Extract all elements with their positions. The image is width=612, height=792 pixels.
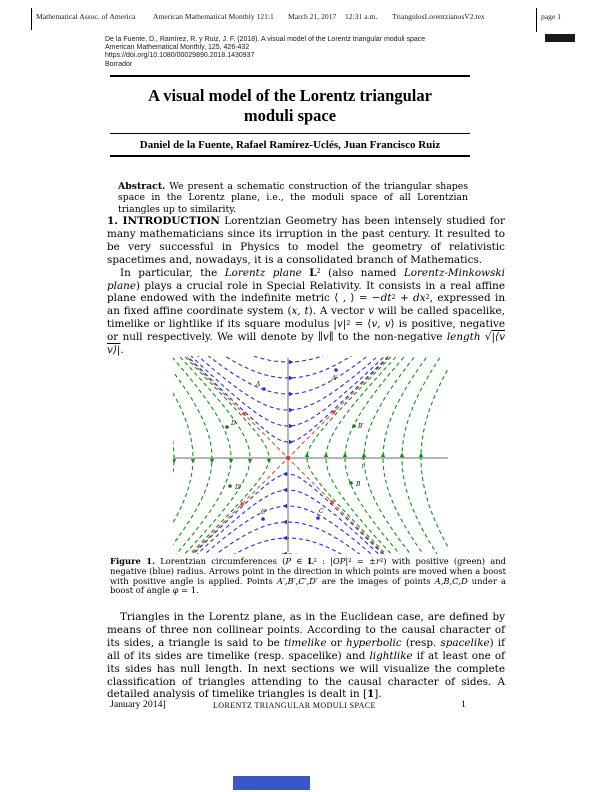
footer-date: January 2014]	[110, 699, 166, 710]
figure-1-canvas	[173, 356, 448, 554]
introduction-section	[107, 215, 505, 357]
header-page-label: page 1	[541, 12, 562, 21]
citation-block	[105, 36, 545, 69]
abstract: Abstract. We present a schematic construction of the triangular shapes space in the Lorentz plane, i.e., the moduli space of all Lorentzian triangles up to similarity.	[118, 181, 468, 215]
body-paragraph-3: Triangles in the Lorentz plane, as in the Euclidean case, are defined by means of three non collinear points. According to the causal character of its sides, a triangle is said to be timelike or hyperbolic (resp. spacelike) if all of its sides are timelike (resp. spacelike) and lightlike if at least one of its sides has null length. In next sections we will visualize the complete classification of triangles attending to the causal character of sides. A detailed analysis of timelike triangles is dealt in [1].	[107, 611, 505, 701]
intro-paragraph-2: In particular, the Lorentz plane $L^2$ (also named Lorentz-Minkowski plane) plays a crucial role in Special Relativity. It consists in a real affine plane endowed with the indefinite metric ⟨ , ⟩ = $-dt^2 + dx^2$, expressed in an fixed affine coordinate system (x, t). A vector v will be called spacelike, timelike or lightlike if its square modulus $|v|^2$ = ⟨v, v⟩ is positive, negative or null respectively. We will denote by ∥v∥ to the non-negative length √|⟨v v⟩|.	[107, 266, 506, 357]
svg-text:A′: A′	[332, 375, 338, 382]
svg-text:C: C	[319, 508, 324, 515]
paper-title	[110, 86, 470, 126]
svg-text:D′: D′	[235, 484, 242, 491]
title-rule-top	[110, 75, 470, 77]
header-crop-mark-left	[31, 8, 32, 30]
header-time: 12:31 a.m.	[345, 12, 378, 21]
paper-title-line-1: A visual model of the Lorentz triangular	[148, 86, 432, 105]
header-journal: American Mathematical Monthly 121:1	[153, 12, 274, 21]
svg-text:A: A	[256, 381, 261, 388]
header-crop-mark-right	[536, 8, 537, 32]
footer-running-head: LORENTZ TRIANGULAR MODULI SPACE	[213, 701, 376, 710]
citation-line-2: American Mathematical Monthly, 125, 426-432	[105, 44, 250, 52]
paper-title-line-2: moduli space	[243, 106, 337, 125]
draft-label: Borrador	[105, 60, 133, 68]
body-section	[107, 611, 505, 701]
redaction-mark	[545, 34, 575, 42]
intro-paragraph-1: 1. INTRODUCTION Lorentzian Geometry has been intensely studied for many mathematicians since its irruption in the past century. It resulted to be very successful in Physics to model the geometry of relativistic spacetimes and, nowadays, it is a consolidated branch of Mathematics.	[107, 215, 505, 266]
svg-text:B′: B′	[358, 423, 364, 430]
svg-text:C′: C′	[261, 509, 267, 516]
header-date: March 21, 2017	[288, 12, 337, 21]
figure-1	[173, 356, 448, 554]
svg-text:D: D	[231, 420, 236, 427]
authors-line: Daniel de la Fuente, Rafael Ramírez-Uclés, Juan Francisco Ruiz	[139, 139, 441, 151]
citation-line-1: De la Fuente, D., Ramírez, R. y Ruiz, J. F. (2018). A visual model of the Lorentz triangular moduli space	[105, 36, 426, 43]
citation-doi-link: https://doi.org/10.1080/00029890.2018.1430937	[105, 52, 255, 60]
svg-text:1: 1	[361, 464, 365, 470]
authors-rule-bottom	[110, 155, 470, 157]
header-filename: TriangulosLorentzianosV2.tex	[392, 12, 485, 21]
figure-1-caption: Figure 1. Lorentzian circumferences (P ∈ $L^2$ : $|OP|^2 = \pm r^2$) with positive (green) and negative (blue) radius. Arrows point in the direction in which points are moved when a boost with positive angle is applied. Points A′,B′,C′,D′ are the images of points A,B,C,D under a boost of angle φ = 1.	[110, 556, 507, 596]
authors-rule-top	[110, 133, 470, 134]
bottom-blue-mark	[233, 776, 310, 790]
footer-page-number: 1	[461, 699, 466, 710]
header-publisher: Mathematical Assoc. of America	[36, 12, 136, 21]
svg-text:B: B	[356, 481, 361, 488]
